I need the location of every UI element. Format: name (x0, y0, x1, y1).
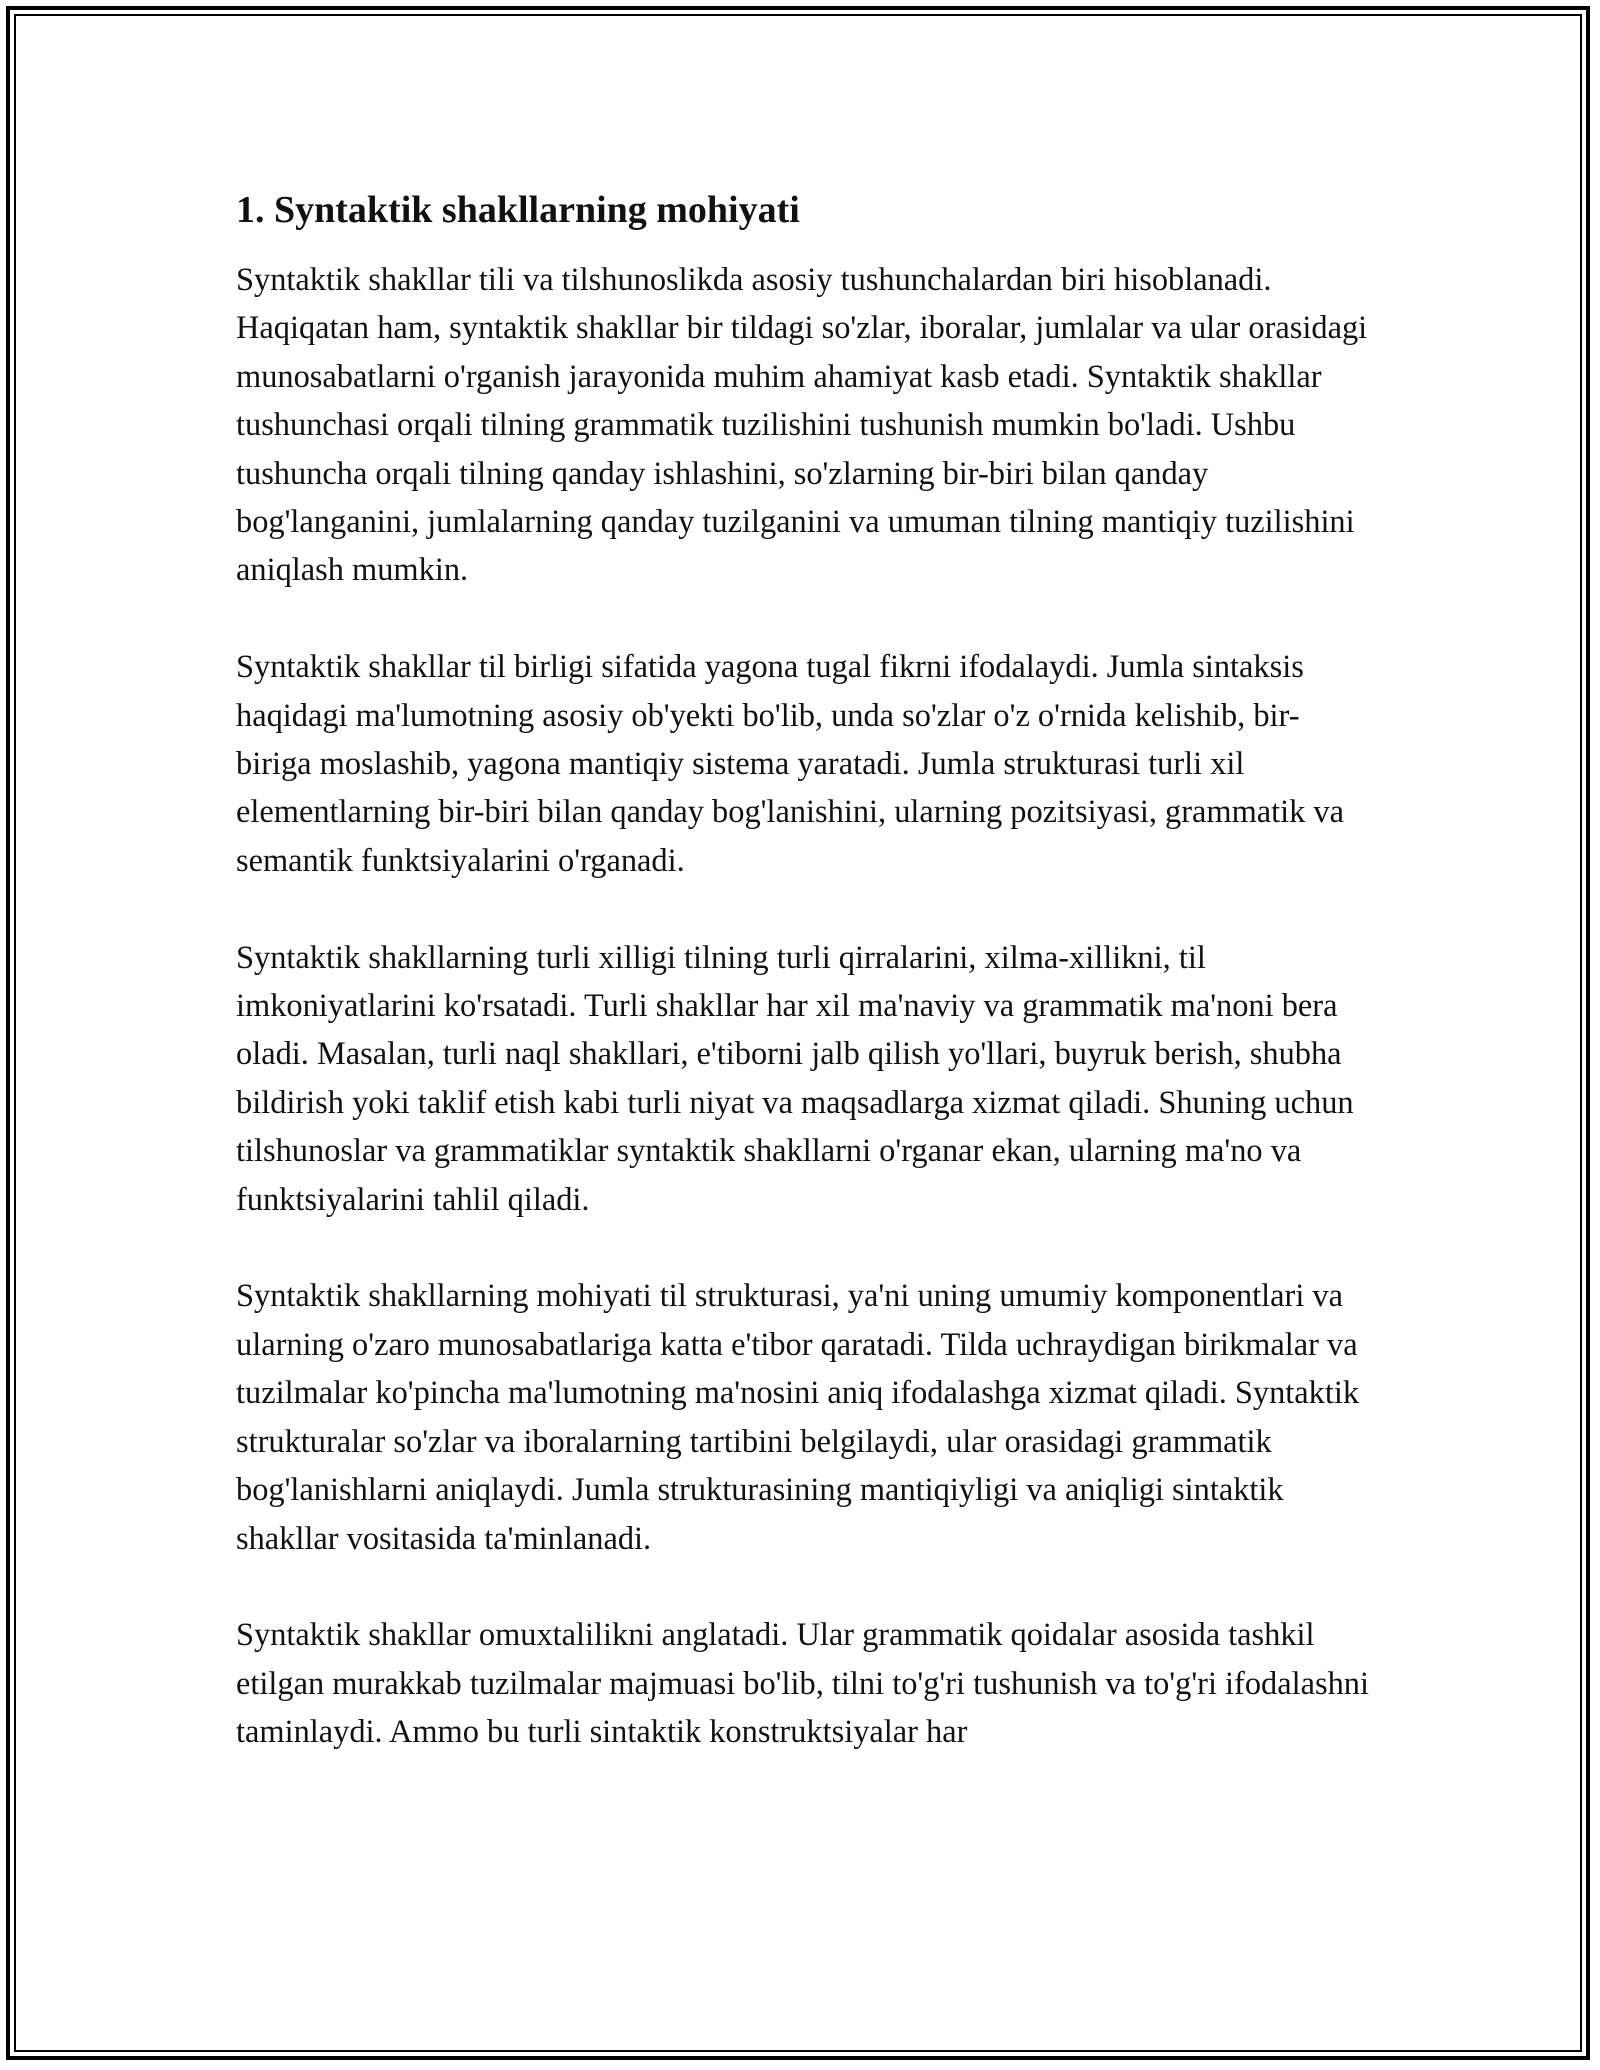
paragraph-1: Syntaktik shakllar tili va tilshunoslikda asosiy tushunchalardan biri hisoblanadi. Haqiqatan ham, syntaktik shakllar bir tildagi so'zlar, iboralar, jumlalar va ular orasidagi munosabatlarni o'rganish jarayonida muhim ahamiyat kasb etadi. Syntaktik shakllar tushunchasi orqali tilning grammatik tuzilishini tushunish mumkin bo'ladi. Ushbu tushuncha orqali tilning qanday ishlashini, so'zlarning bir-biri bilan qanday bog'langanini, jumlalarning qanday tuzilganini va umuman tilning mantiqiy tuzilishini aniqlash mumkin. (236, 262, 1368, 589)
paragraph-3: Syntaktik shakllarning turli xilligi tilning turli qirralarini, xilma-xillikni, til imkoniyatlarini ko'rsatadi. Turli shakllar har xil ma'naviy va grammatik ma'noni bera oladi. Masalan, turli naql shakllari, e'tiborni jalb qilish yo'llari, buyruk berish, shubha bildirish yoki taklif etish kabi turli niyat va maqsadlarga xizmat qiladi. Shuning uchun tilshunoslar va grammatiklar syntaktik shakllarni o'rganar ekan, ularning ma'no va funktsiyalarini tahlil qiladi. (236, 939, 1354, 1218)
paragraph-2: Syntaktik shakllar til birligi sifatida yagona tugal fikrni ifodalaydi. Jumla sintaksis haqidagi ma'lumotning asosiy ob'yekti bo'lib, unda so'zlar o'z o'rnida kelishib, bir-biriga moslashib, yagona mantiqiy sistema yaratadi. Jumla strukturasi turli xil elementlarning bir-biri bilan qanday bog'lanishini, ularning pozitsiyasi, grammatik va semantik funktsiyalarini o'rganadi. (236, 649, 1345, 879)
document-body (236, 186, 1372, 1757)
section-heading: 1. Syntaktik shakllarning mohiyati (236, 189, 800, 231)
paragraph-4: Syntaktik shakllarning mohiyati til strukturasi, ya'ni uning umumiy komponentlari va ularning o'zaro munosabatlariga katta e'tibor qaratadi. Tilda uchraydigan birikmalar va tuzilmalar ko'pincha ma'lumotning ma'nosini aniq ifodalashga xizmat qiladi. Syntaktik strukturalar so'zlar va iboralarning tartibini belgilaydi, ular orasidagi grammatik bog'lanishlarni aniqlaydi. Jumla strukturasining mantiqiyligi va aniqligi sintaktik shakllar vositasida ta'minlanadi. (236, 1278, 1360, 1557)
paragraph-5: Syntaktik shakllar omuxtalilikni anglatadi. Ular grammatik qoidalar asosida tashkil etilgan murakkab tuzilmalar majmuasi bo'lib, tilni to'g'ri tushunish va to'g'ri ifodalashni taminlaydi. Ammo bu turli sintaktik konstruktsiyalar har (236, 1617, 1369, 1751)
